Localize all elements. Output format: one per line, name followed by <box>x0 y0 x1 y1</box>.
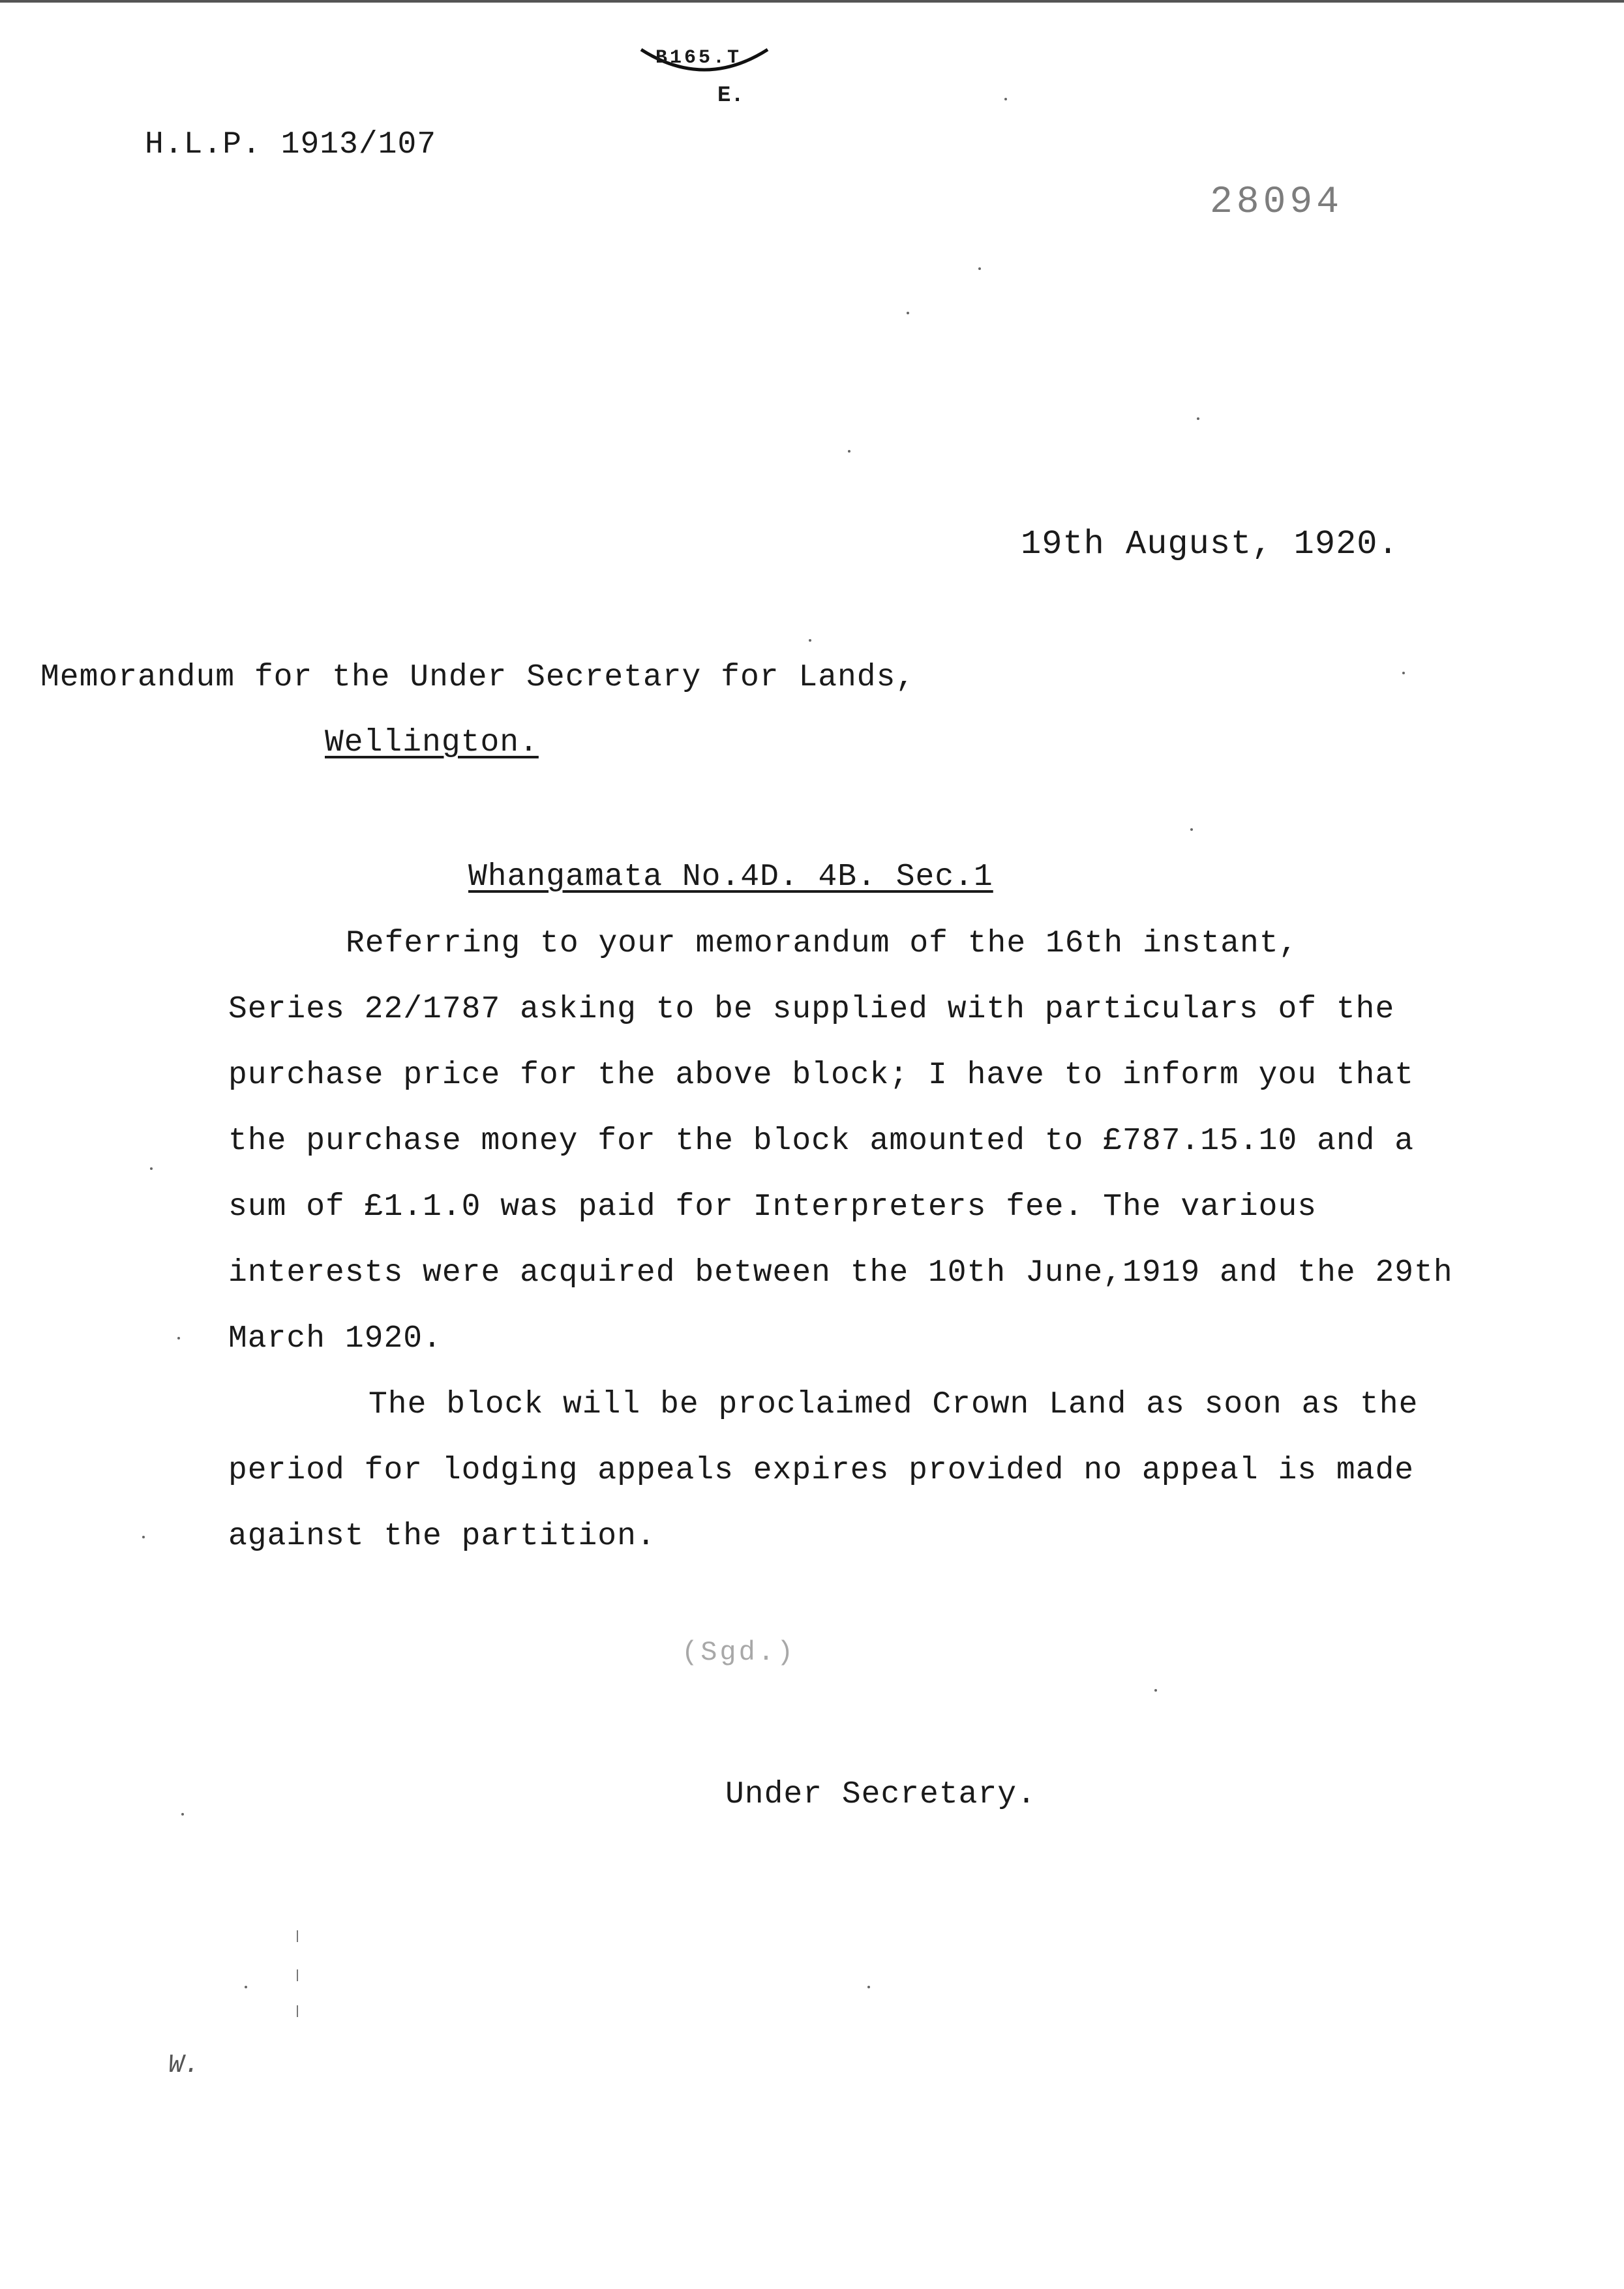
scan-mark <box>297 2005 298 2017</box>
body-paragraph-1 <box>228 911 1453 1372</box>
scan-speck <box>177 1337 180 1339</box>
scan-speck <box>245 1986 247 1988</box>
subject-heading: Whangamata No.4D. 4B. Sec.1 <box>468 860 993 895</box>
scan-speck <box>142 1536 145 1538</box>
scan-speck <box>1004 98 1007 100</box>
file-reference: H.L.P. 1913/107 <box>145 127 437 162</box>
scan-speck <box>867 1986 870 1988</box>
scan-speck <box>809 639 811 642</box>
addressee-place: Wellington. <box>325 725 539 760</box>
faint-signature: (Sgd.) <box>682 1637 796 1668</box>
scan-speck <box>1154 1689 1157 1692</box>
scan-speck <box>181 1813 184 1816</box>
addressee-line: Memorandum for the Under Secretary for Lands, <box>40 660 916 695</box>
letter-date: 19th August, 1920. <box>1021 525 1399 563</box>
scan-speck <box>150 1167 153 1170</box>
scan-speck <box>1197 417 1199 420</box>
paragraph-line: the purchase money for the block amounted to £787.15.10 and a <box>228 1124 1415 1159</box>
paragraph-line: sum of £1.1.0 was paid for Interpreters fee. The various <box>228 1189 1317 1225</box>
scan-speck <box>907 312 909 314</box>
scan-speck <box>1402 672 1405 674</box>
scan-mark <box>297 1930 298 1942</box>
paragraph-line: March 1920. <box>228 1321 442 1356</box>
stamp-subscript: E. <box>717 83 744 108</box>
scan-speck <box>1190 828 1193 831</box>
registry-number: 28094 <box>1210 181 1344 224</box>
stamp-code: B165.T <box>655 47 742 69</box>
paragraph-line: period for lodging appeals expires provided no appeal is made <box>228 1453 1415 1488</box>
page-top-edge <box>0 0 1624 3</box>
body-paragraph-2 <box>228 1372 1418 1570</box>
scan-speck <box>978 267 981 270</box>
paragraph-line: purchase price for the above block; I have to inform you that <box>228 1058 1415 1093</box>
paragraph-line: Series 22/1787 asking to be supplied with particulars of the <box>228 992 1395 1027</box>
paragraph-line: Referring to your memorandum of the 16th instant, <box>346 926 1299 961</box>
paragraph-line: against the partition. <box>228 1519 656 1554</box>
signoff-title: Under Secretary. <box>725 1777 1036 1812</box>
paragraph-line: interests were acquired between the 10th June,1919 and the 29th <box>228 1255 1453 1291</box>
paragraph-line: The block will be proclaimed Crown Land as soon as the <box>368 1387 1419 1422</box>
scan-speck <box>848 450 850 453</box>
handwritten-initials: W. <box>168 2051 200 2080</box>
scan-mark <box>297 1969 298 1981</box>
